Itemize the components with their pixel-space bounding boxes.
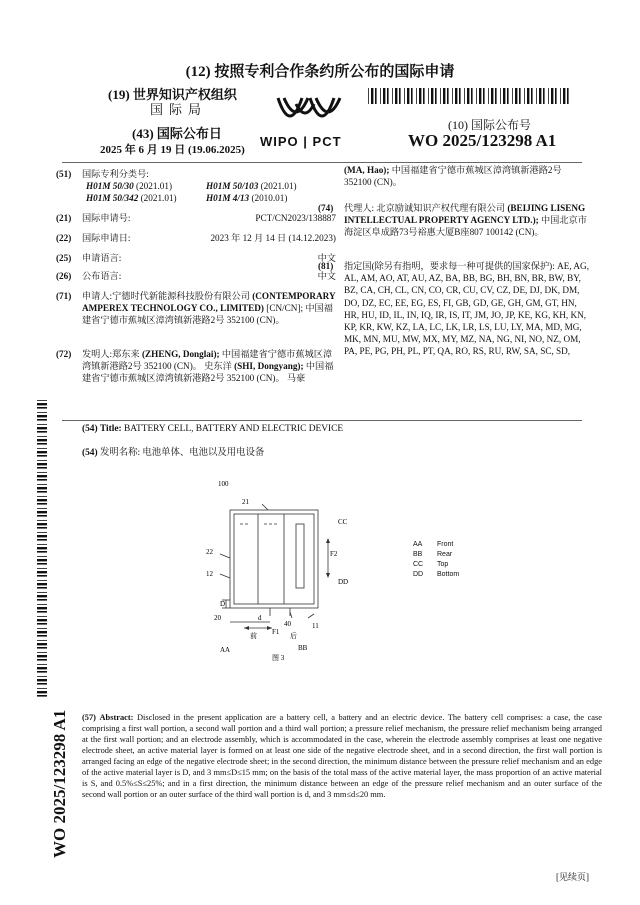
inventor-label: 发明人: [82,349,113,359]
designated-states-field: (81) 指定国(除另有指明，要求每一种可提供的国家保护): AE, AG, AL, AM, AO, AT, AU, AZ, BA, BB, BG, BH, BN, BR, BW, BY, BZ, CA, CH, CL, CN, CO, CR, CU, CV, CZ, DE, DJ, DK, DM, DO, DZ, EC, EE, EG, ES, FI, GB, GD, GE, GH, GM, GT, HN, HR, HU, ID, IL, IN, IQ, IR, IS, IT, JM, JO, JP, KE, KG, KH, KN, KP, KR, KW, KZ, LA, LC, LK, LR, LS, LU, LY, MA, MD, MG, MK, MN, MU, MW, MX, MY, MZ, NA, NG, NI, NO, NZ, OM, PA, PE, PG, PH, PL, PT, QA, RO, RS, RU, RW, SA, SC, SD, [318,261,589,357]
ipc-label: 国际专利分类号: [82,169,149,179]
filing-date: 2023 年 12 月 14 日 (14.12.2023) [210,233,336,243]
ref-label: D [220,600,226,608]
inventor-field: (72) 发明人:郑东来 (ZHENG, Donglai); 中国福建省宁德市蕉城区漳湾镇新港路2号 352100 (CN)。 史东洋 (SHI, Dongyang); 中国福建省宁德市蕉城区漳湾镇新港路2号 352100 (CN)。 马豪 [56,349,334,384]
side-barcode [37,400,47,700]
direction-label: F1 [272,628,280,636]
continued-note: [见续页] [556,872,589,882]
ref-label: 40 [284,620,291,628]
inventor-address: 中国福建省宁德市蕉城区漳湾镇新港路2号 352100 (CN)。 马豪 [82,361,334,384]
ipc-field [56,168,336,205]
legend-row: BB Rear [413,551,453,558]
legend-row: DD Bottom [413,571,460,578]
ipc-entry: H01M 50/103 (2021.01) [206,181,297,192]
chinese-title: (54) 发明名称: 电池单体、电池以及用电设备 [82,448,265,458]
publication-language-field: (26) 公布语言: 中文 [56,271,336,281]
filing-language-label: 申请语言: [82,253,122,263]
designated-states-label: 指定国 [344,261,372,271]
inventor-address: 中国福建省宁德市蕉城区漳湾镇新港路2号 352100 (CN)。 [344,165,562,188]
title-divider [62,420,582,421]
ipc-entry: H01M 4/13 (2010.01) [206,193,288,204]
ref-label: d [258,614,262,622]
battery-cell-drawing [200,480,380,670]
english-title-value: BATTERY CELL, BATTERY AND ELECTRIC DEVICE [124,424,344,434]
inventor-name-zh: 郑东来 [112,349,140,359]
publication-language: 中文 [317,271,336,281]
top-barcode [368,88,570,104]
wipo-pct-logo-text: WIPO | PCT [260,134,342,149]
ref-label: 22 [206,548,213,556]
document-title: (12) 按照专利合作条约所公布的国际申请 [185,64,455,80]
application-number-field: (21) 国际申请号: PCT/CN2023/138887 [56,213,336,223]
inventor-name-en: (ZHENG, Donglai); [141,349,220,359]
organization-name: (19) 世界知识产权组织 [108,87,237,102]
wipo-pct-logo [258,88,368,157]
applicant-field: (71) 申请人:宁德时代新能源科技股份有限公司 (CONTEMPORARY AMPEREX TECHNOLOGY CO., LIMITED) [CN/CN]; 中国福建省宁德市蕉城区漳湾镇新港路2号 352100 (CN)。 [56,291,336,326]
direction-label: 后 [290,632,297,640]
agent-label: 代理人: [344,203,375,213]
agent-address: 中国北京市海淀区阜成路73号裕惠大厦B座807 100142 (CN)。 [344,215,587,238]
figure-caption: 图 3 [272,654,285,662]
ref-label: 11 [312,622,319,630]
inventor-name-en: (SHI, Dongyang); [234,361,304,372]
direction-label: CC [338,518,348,526]
applicant-label: 申请人: [82,291,113,301]
applicant-name-en: (CONTEMPORARY AMPEREX TECHNOLOGY CO., LIMITED) [82,291,336,314]
abstract-text: Disclosed in the present application are a battery cell, a battery and an electric device. The battery cell comprises: a case, the case comprising a first wall portion, a second wall portion and a third wall portion; a pressure relief mechanism, the pressure relief mechanism being arranged at the first wall portion; and an electrode assembly, which is accommodated in the case, wherein the electrode assembly comprises at least one negative electrode sheet, an active material layer is formed on at least one side of the negative electrode sheet, and in a second direction, the first wall portion is arranged facing an edge of the negative electrode sheet; in the second direction, the minimum distance between the pressure relief mechanism and an edge of the active material layer is D, and 3 mm≤D≤15 mm; on the basis of the total mass of the active material layer, the mass proportion of an active material is S, and 0.5%≤S≤25%; and in a first direction, the minimum distance between an edge of the pressure relief mechanism and an outer surface of the second wall portion or an outer surface of the third wall portion is d, and 3 mm≤d≤20 mm. [82,713,602,799]
publication-date-label: (43) 国际公布日 [132,126,222,141]
side-publication-number: WO 2025/123298 A1 [50,709,69,858]
inventor-continued [344,164,590,188]
filing-date-label: 国际申请日: [82,233,131,243]
publication-language-label: 公布语言: [82,271,122,281]
designated-states-list: (除另有指明，要求每一种可提供的国家保护): AE, AG, AL, AM, AO, AT, AU, AZ, BA, BB, BG, BH, BN, BR, BW, BY, BZ, CA, CH, CL, CN, CO, CR, CU, CV, CZ, DE, DJ, DK, DM, DO, DZ, EC, EE, EG, ES, FI, GB, GD, GE, GH, GM, GT, HN, HR, HU, ID, IL, IN, IQ, IR, IS, IT, JM, JO, JP, KE, KG, KH, KN, KP, KR, KW, KZ, LA, LC, LK, LR, LS, LU, LY, MA, MD, MG, MK, MN, MU, MW, MX, MY, MZ, NA, NG, NI, NO, NZ, OM, PA, PE, PG, PH, PL, PT, QA, RO, RS, RU, RW, SA, SC, SD, [344,261,589,357]
filing-language-field: (25) 申请语言: 中文 [56,253,336,263]
publication-date: 2025 年 6 月 19 日 (19.06.2025) [100,144,245,156]
filing-date-field: (22) 国际申请日: 2023 年 12 月 14 日 (14.12.2023) [56,233,336,243]
direction-label: F2 [330,550,338,558]
agent-field: (74) 代理人: 北京励诚知识产权代理有限公司 (BEIJING LISENG INTELLECTUAL PROPERTY AGENCY LTD.); 中国北京市海淀区阜成路73号裕惠大厦B座807 100142 (CN)。 [318,203,587,238]
direction-label: 前 [250,632,257,640]
ipc-entry: H01M 50/30 (2021.01) [86,181,173,192]
application-number-label: 国际申请号: [82,213,131,223]
legend-row: CC Top [413,561,449,568]
application-number: PCT/CN2023/138887 [255,213,336,223]
figure-legend [413,540,459,580]
publication-number-label: (10) 国际公布号 [448,118,531,132]
direction-label: AA [220,646,231,654]
publication-number: WO 2025/123298 A1 [408,131,557,150]
ref-label: 21 [242,498,249,506]
agent-name-en: (BEIJING LISENG INTELLECTUAL PROPERTY AGENCY LTD.); [344,203,586,226]
legend-row: AA Front [413,541,454,548]
direction-label: BB [298,644,308,652]
abstract: (57) Abstract: Disclosed in the present application are a battery cell, a battery and an electric device. The battery cell comprises: a case, the case comprising a first wall portion, a second wall portion and a third wall portion; a pressure relief mechanism, the pressure relief mechanism being arranged at the first wall portion; and an electrode assembly, which is accommodated in the case, wherein the electrode assembly comprises at least one negative electrode sheet, an active material layer is formed on at least one side of the negative electrode sheet, and in a second direction, the first wall portion is arranged facing an edge of the negative electrode sheet; in the second direction, the minimum distance between the pressure relief mechanism and an edge of the active material layer is D, and 3 mm≤D≤15 mm; on the basis of the total mass of the active material layer, the mass proportion of an active material is S, and 0.5%≤S≤25%; and in a first direction, the minimum distance between an edge of the pressure relief mechanism and an outer surface of the second wall portion or an outer surface of the third wall portion is d, and 3 mm≤d≤20 mm. [82,713,602,799]
header-divider [62,162,582,163]
applicant-name-zh: 宁德时代新能源科技股份有限公司 [112,291,250,301]
agent-name-zh: 北京励诚知识产权代理有限公司 [376,203,506,213]
field-number: (51) [56,169,72,179]
organization-bureau: 国际局 [150,102,208,117]
direction-label: DD [338,578,349,586]
ref-label: 100 [218,480,229,488]
inventor-address: 中国福建省宁德市蕉城区漳湾镇新港路2号 352100 (CN)。 史东洋 [82,349,333,372]
chinese-title-value: 电池单体、电池以及用电设备 [142,448,265,458]
ipc-entry: H01M 50/342 (2021.01) [86,193,177,204]
applicant-address: [CN/CN]; 中国福建省宁德市蕉城区漳湾镇新港路2号 352100 (CN)。 [82,303,333,326]
patent-figure [200,480,380,675]
inventor-name-en: (MA, Hao); [344,165,390,175]
filing-language: 中文 [317,253,336,263]
english-title: (54) Title: BATTERY CELL, BATTERY AND ELECTRIC DEVICE [82,424,344,434]
ref-label: 12 [206,570,213,578]
ref-label: 20 [214,614,221,622]
